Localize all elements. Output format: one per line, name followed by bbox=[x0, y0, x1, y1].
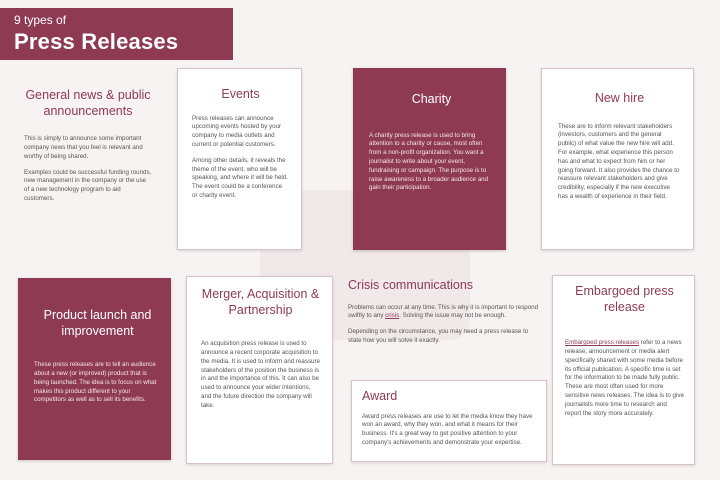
card-award bbox=[351, 380, 547, 462]
header-banner bbox=[0, 8, 233, 60]
card-paragraph: Press releases can announce upcoming events hosted by your company to media outlets and current or potential customers. bbox=[192, 114, 282, 149]
card-paragraph: This is simply to announce some important company news that you feel is relevant and worthy of being shared. bbox=[24, 135, 143, 160]
text-fragment: refer to a news release, announcement or media alert specifically shared with some media before its official publication. A specific time is set for the information to be made fully public. These are most often used for more sensitive news releases. The idea is to give journalists more time to research and report the story more accurately. bbox=[565, 339, 684, 417]
card-paragraph: Award press releases are use to let the media know they have won an award, why they won, and what it means for their business. It's a great way to get positive attention to your company's achievements and demonstrate your expertise. bbox=[362, 412, 533, 447]
card-body bbox=[369, 132, 494, 194]
card-body bbox=[565, 339, 684, 418]
card-body bbox=[348, 304, 543, 346]
card-body bbox=[192, 115, 289, 201]
card-title: Events bbox=[221, 87, 260, 101]
header-subtitle: 9 types of bbox=[14, 13, 67, 27]
card-title: Crisis communications bbox=[348, 278, 474, 292]
card-paragraph bbox=[348, 304, 543, 322]
card-title: New hire bbox=[594, 91, 645, 105]
card-new-hire bbox=[541, 68, 694, 250]
card-body bbox=[34, 361, 161, 405]
text-fragment: Problems can occur at any time. This is why it is important to respond swiftly to any bbox=[348, 303, 539, 320]
card-crisis bbox=[346, 278, 551, 376]
card-paragraph: An acquisition press release is used to announce a recent corporate acquisition to the media. It is used to inform and reassure stakeholders of the position the business is in and the importance of this. It can also be used to announce your wider intentions, and the future direction the company will take. bbox=[201, 340, 320, 409]
header-title: Press Releases bbox=[14, 29, 179, 54]
card-paragraph: These press releases are to tell an audience about a new (or improved) product that is being launched. The idea is to focus on what makes this product different to your competitors as well as to sell its benefits. bbox=[34, 361, 157, 404]
card-title: Charity bbox=[411, 92, 452, 106]
card-paragraph: Depending on the circumstance, you may need a press release to state how you will solve it exactly. bbox=[348, 328, 529, 345]
crisis-link[interactable]: crisis bbox=[385, 312, 400, 320]
text-fragment: . Solving the issue may not be enough. bbox=[399, 312, 506, 320]
card-title: Merger, Acquisition & Partnership bbox=[201, 287, 320, 317]
card-body bbox=[362, 413, 534, 448]
embargoed-link[interactable]: Embargoed press releases bbox=[565, 339, 639, 347]
card-product-launch bbox=[18, 278, 171, 460]
card-paragraph: Among other details, it reveals the theme of the event, who will be speaking, and where it will be held. The event could be a conference or charity event. bbox=[192, 156, 288, 199]
card-title: Embargoed press release bbox=[575, 284, 674, 314]
card-merger bbox=[186, 276, 333, 464]
card-title: General news & public announcements bbox=[25, 88, 151, 118]
card-charity bbox=[353, 68, 506, 250]
card-events bbox=[177, 68, 302, 250]
card-general-news bbox=[14, 82, 162, 252]
card-paragraph: These are to inform relevant stakeholders (investors, customers and the general public) of what value the new hire will add. For example, what experience this person has and what to expect from him or her going forward. It also provides the chance to reassure relevant stakeholders and give credibility, especially if the new executive has a wealth of experience in their field. bbox=[558, 122, 680, 200]
card-body bbox=[201, 340, 320, 410]
card-paragraph bbox=[565, 339, 684, 418]
card-title: Product launch and improvement bbox=[43, 308, 152, 338]
card-title: Award bbox=[362, 389, 398, 403]
card-body bbox=[24, 135, 152, 204]
card-embargoed bbox=[552, 275, 695, 465]
card-body bbox=[558, 123, 681, 202]
card-paragraph: Examples could be successful funding rounds, new management in the company or the use of a new technology program to aid customers. bbox=[24, 168, 152, 203]
card-paragraph: A charity press release is used to bring attention to a charity or cause, most often from a non-profit organization. You want a journalist to write about your event, fundraising or campaign. The purpose is to raise awareness to a broader audience and gain their participation. bbox=[369, 131, 489, 192]
